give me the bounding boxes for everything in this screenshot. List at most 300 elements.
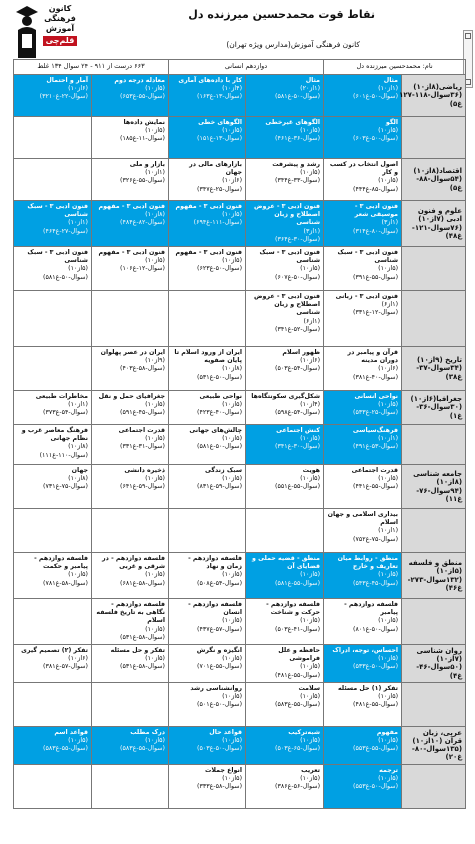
topic-cell — [92, 509, 169, 553]
topic-cell — [324, 247, 402, 291]
topic-score: (۵از۱۰) — [378, 127, 399, 135]
topic-score: (۶از۱۰) — [300, 357, 321, 365]
topic-score: (۵از۱۰) — [378, 265, 399, 273]
topic-questions: (۵۸سوال‌-۵۵-غ۱) — [275, 579, 321, 587]
topic-score: (۱از۱۰) — [378, 435, 399, 443]
lesson-cell: جامعه شناسی (۸از۱۰) (۹۴سوال‌-۷۶-غ۱۱) — [402, 465, 466, 509]
topic-questions: (۱۸سوال‌-۱۱-غ۵) — [119, 135, 166, 143]
topic-cell — [324, 117, 402, 159]
topic-score: (۵از۱۰) — [222, 655, 243, 663]
topic-questions: (۵۳سوال‌-۵۰-غ۳) — [353, 663, 399, 671]
topic-score: (۸از۱۰) — [222, 365, 243, 373]
topic-cell — [169, 117, 246, 159]
topic-score: (۱از۱۰) — [68, 219, 89, 227]
logo-text: کانون فرهنگی آموزش قلم‌چی — [44, 4, 76, 45]
topic-questions: (۱۶سوال‌-۱۳-غ۳) — [197, 93, 243, 101]
topic-cell — [92, 391, 169, 425]
table-row — [14, 117, 466, 159]
topic-questions: (۷۵سوال‌-۷۵-غ۲) — [353, 535, 399, 543]
topic-name: ایران در عصر پهلوان — [100, 349, 166, 357]
topic-cell — [92, 682, 169, 726]
topic-name: فنون ادبی ۳ - سبک شناسی — [27, 249, 89, 265]
topic-score: (۵از۱۰) — [300, 693, 321, 701]
topic-cell — [169, 391, 246, 425]
topic-score: (۱از۱۰) — [68, 401, 89, 409]
lesson-cell — [402, 599, 466, 645]
topic-name: منطق - قضیه حملی و قضایای آن — [252, 555, 321, 571]
topic-score: (۸از۱۰) — [68, 443, 89, 451]
topic-questions: (۵۸سوال‌-۵۵-غ۳) — [119, 745, 166, 753]
topic-questions: (۵۸سوال‌-۵۵-غ۳) — [275, 701, 321, 709]
topic-cell — [324, 425, 402, 465]
topic-score: (۵از۱۰) — [300, 774, 321, 782]
table-row — [14, 553, 466, 599]
topic-cell — [324, 553, 402, 599]
topic-score: (۱از۳) — [303, 227, 321, 235]
topic-questions: (۵۳سوال‌-۵۸-غ۱) — [119, 633, 166, 641]
lesson-cell — [402, 247, 466, 291]
topic-questions: (۳۸سوال‌-۵۷-غ۱) — [42, 663, 89, 671]
topic-name: مفهوم — [376, 728, 399, 736]
topic-cell — [324, 764, 402, 808]
topic-score: (۶از۱۰) — [68, 655, 89, 663]
topic-score: (۵از۱۰) — [222, 571, 243, 579]
topic-cell — [92, 75, 169, 117]
topic-questions: (۳۴سوال‌-۵۲-غ۱) — [275, 325, 321, 333]
topic-score: (۱از۶) — [381, 301, 399, 309]
topic-name: فلسفه دوازدهم - در شرقی و غربی — [102, 555, 166, 571]
topic-cell — [169, 465, 246, 509]
topic-name: ایران از ورود اسلام تا پایان صفویه — [174, 349, 243, 365]
lesson-cell: ریاضی(۸از۱۰) (۳۶سوال‌-۱۱۸-۱۲۷ غ‌۵) — [402, 75, 466, 117]
topic-score: (۵از۱۰) — [222, 401, 243, 409]
topic-score: (۵از۱۰) — [300, 265, 321, 273]
topic-questions: (۵۰سوال‌-۵۰-غ۱) — [197, 701, 243, 709]
topic-name: روانشناسی رشد — [190, 684, 243, 692]
topic-questions: (۳۲سوال‌-۲۲-غ۱۰) — [39, 93, 89, 101]
lesson-cell: جغرافیا(۶از۱۰) (۳۰سوال‌-۳۶-غ۱) — [402, 391, 466, 425]
topic-name: قدرت اجتماعی — [118, 427, 166, 435]
topic-score: (۵از۱۰) — [378, 693, 399, 701]
topic-cell — [92, 159, 169, 201]
topic-score: (۴از۱۰) — [222, 85, 243, 93]
topic-cell — [92, 599, 169, 645]
topic-cell — [14, 465, 92, 509]
topic-cell — [169, 509, 246, 553]
topic-questions: (۵۰سوال‌-۵۴-غ۳) — [275, 365, 321, 373]
topic-cell — [246, 599, 324, 645]
lesson-cell: علوم و فنون ادبی (۷از۱۰) (۷۶سوال‌-۱۲۱-غ۴۸) — [402, 201, 466, 247]
strengths-table — [13, 59, 466, 809]
topic-questions: (۳۹سوال‌-۵۵-غ۱) — [353, 273, 399, 281]
topic-score: (۸از۱۰) — [68, 475, 89, 483]
topic-questions: (۵۳سوال‌-۵۸-غ۱) — [119, 663, 166, 671]
table-row — [14, 391, 466, 425]
topic-cell — [246, 425, 324, 465]
topic-questions: (۴۰سوال‌-۵۸-غ۳) — [119, 365, 166, 373]
topic-cell — [324, 645, 402, 683]
table-row — [14, 509, 466, 553]
table-row — [14, 247, 466, 291]
topic-score: (۵از۱۰) — [145, 655, 166, 663]
topic-score: (۱از۱۰) — [145, 169, 166, 177]
topic-cell — [14, 599, 92, 645]
topic-cell — [246, 465, 324, 509]
page-title: نقاط قوت محمدحسین میرزنده دل — [188, 8, 375, 21]
topic-questions: (۶۰سوال‌-۵۰-غ۷) — [275, 273, 321, 281]
topic-cell — [324, 599, 402, 645]
topic-name: مثال — [383, 77, 399, 84]
table-row — [14, 201, 466, 247]
topic-cell — [324, 75, 402, 117]
topic-name: حافظه و علل فراموشی — [278, 647, 321, 663]
topic-score: (۵از۱۰) — [222, 737, 243, 745]
topic-name: معادله درجه دوم — [114, 77, 166, 84]
topic-score: (۵از۱۰) — [222, 774, 243, 782]
topic-cell — [169, 764, 246, 808]
topic-name: قرآن و پیامبر در دوران مدینه — [347, 349, 399, 365]
topic-cell — [14, 645, 92, 683]
table-row — [14, 726, 466, 764]
lesson-cell: منطق و فلسفه (۵از۱۰) (۱۳۲سوال‌-۲۷۳-غ۴۶) — [402, 553, 466, 599]
page-subtitle: کانون فرهنگی آموزش(مدارس ویژه تهران) — [226, 40, 360, 49]
topic-score: (۵از۱۰) — [300, 435, 321, 443]
topic-questions: (۵۵سوال‌-۵۰-غ۳) — [353, 783, 399, 791]
topic-cell — [246, 645, 324, 683]
topic-questions: (۴۶سوال‌-۲۷-غ۴) — [42, 227, 89, 235]
topic-name: تفکر (۱) حل مسئله — [337, 684, 399, 692]
topic-questions: (۶۰سوال‌-۵۰-غ۱) — [353, 93, 399, 101]
topic-questions: (۴۳سوال‌-۵۷-غ۷) — [197, 625, 243, 633]
topic-questions: (۱۵سوال‌-۱۳-غ۱) — [197, 135, 243, 143]
table-row — [14, 599, 466, 645]
topic-name: سبک زندگی — [204, 467, 243, 475]
topic-questions: (۳۴سوال‌-۳۳-غ۴) — [275, 177, 321, 185]
topic-name: آمار و احتمال — [46, 77, 89, 84]
topic-name: نواحی انسانی — [354, 393, 399, 401]
topic-questions: (۵۸سوال‌-۵۰-غ۱) — [42, 273, 89, 281]
topic-name: فنون ادبی ۳ - سبک شناسی — [259, 249, 321, 265]
lesson-cell: تاریخ (۹از۱۰) (۳۴سوال‌-۳۷-غ۳۸) — [402, 347, 466, 391]
topic-score: (۵از۱۰) — [300, 571, 321, 579]
topic-score: (۵از۱۰) — [300, 169, 321, 177]
topic-name: درک مطلب — [130, 728, 166, 736]
topic-cell — [169, 553, 246, 599]
topic-cell — [92, 291, 169, 347]
topic-name: کار با داده‌های آماری — [178, 77, 243, 84]
lesson-cell — [402, 764, 466, 808]
student-name: نام: محمدحسین میرزنده دل — [324, 60, 466, 75]
topic-score: (۱از۳) — [381, 219, 399, 227]
topic-cell — [246, 291, 324, 347]
topic-cell — [246, 509, 324, 553]
topic-cell — [246, 764, 324, 808]
topic-score: (۵از۱۰) — [222, 127, 243, 135]
topic-score: (۵از۱۰) — [145, 401, 166, 409]
topic-cell — [324, 159, 402, 201]
topic-score: (۵از۱۰) — [145, 257, 166, 265]
topic-score: (۱از۱۰) — [378, 527, 399, 535]
topic-questions: (۳۳سوال‌-۱۲-غ۱) — [353, 309, 399, 317]
table-row — [14, 75, 466, 117]
topic-name: نواحی طبیعی — [199, 393, 243, 401]
topic-cell — [246, 391, 324, 425]
topic-questions: (۵۹سوال‌-۴۵-غ۱) — [119, 409, 166, 417]
topic-name: قدرت اجتماعی — [351, 467, 399, 475]
topic-questions: (۶۴سوال‌-۵۹-غ۱) — [119, 483, 166, 491]
topic-questions: (۴۸سوال‌-۸۲-غ۴) — [119, 219, 166, 227]
topic-score: (۵از۱۰) — [68, 265, 89, 273]
topic-name: فلسفه دوازدهم - نگاهی به تاریخ فلسفه اسلام — [96, 601, 166, 625]
topic-cell — [92, 201, 169, 247]
topic-cell — [246, 75, 324, 117]
topic-cell — [14, 159, 92, 201]
topic-questions: (۳۸سوال‌-۴۰-غ۱) — [353, 373, 399, 381]
student-grade: دوازدهم انسانی — [169, 60, 324, 75]
topic-name: فنون ادبی ۳ - مفهوم — [175, 249, 243, 257]
topic-score: (۵از۱۰) — [378, 774, 399, 782]
topic-score: (۵از۱۰) — [378, 655, 399, 663]
topic-cell — [14, 75, 92, 117]
topic-questions: (۱۱سوال‌-۱۱۰-غ۱) — [39, 451, 89, 459]
topic-score: (۵از۱۰) — [378, 475, 399, 483]
topic-score: (۵از۱۰) — [145, 85, 166, 93]
topic-questions: (۳۶سوال‌-۳۰-غ۴) — [275, 235, 321, 243]
topic-name: انواع جملات — [205, 766, 243, 774]
topic-cell — [14, 553, 92, 599]
topic-questions: (۵۹سوال‌-۵۴-غ۸) — [275, 409, 321, 417]
topic-score: (۵از۱۰) — [378, 177, 399, 185]
topic-name: فلسفه دوازدهم - پیامبر و حکمت — [34, 555, 89, 571]
topic-score: (۵از۱۰) — [145, 475, 166, 483]
lesson-cell — [402, 425, 466, 465]
topic-score: (۶از۱۰) — [378, 365, 399, 373]
topic-cell — [14, 291, 92, 347]
topic-name: الگو — [385, 119, 399, 126]
topic-cell — [169, 682, 246, 726]
table-row — [14, 645, 466, 683]
topic-questions: (۶۸سوال‌-۵۸-غ۱) — [119, 579, 166, 587]
topic-score: (۵از۱۰) — [378, 617, 399, 625]
topic-name: الگوهای غیرخطی — [265, 119, 321, 126]
topic-name: جهان — [71, 467, 89, 475]
topic-cell — [324, 391, 402, 425]
topic-score: (۱از۲۰) — [300, 85, 321, 93]
topic-score: (۵از۱۰) — [378, 737, 399, 745]
topic-questions: (۶۲سوال‌-۵۰-غ۳) — [197, 265, 243, 273]
topic-name: چالش‌های جهانی — [189, 427, 243, 435]
topic-cell — [324, 291, 402, 347]
topic-questions: (۳۷سوال‌-۵۴-غ۳) — [42, 409, 89, 417]
topic-cell — [324, 726, 402, 764]
topic-questions: (۶۹سوال‌-۱۱۱-غ۴) — [193, 219, 243, 227]
topic-questions: (۵۸سوال‌-۵۵-غ۳) — [42, 745, 89, 753]
topic-score: (۵از۱۰) — [68, 737, 89, 745]
topic-questions: (۴۶سوال‌-۳۶-غ۱) — [275, 135, 321, 143]
topic-name: فلسفه دوازدهم - حرکت و شناخت — [266, 601, 321, 617]
topic-name: اصول انتخاب در کسب و کار — [329, 161, 399, 177]
topic-name: منطق - روابط میان تعاریف و خارج — [337, 555, 399, 571]
topic-cell — [14, 509, 92, 553]
topic-name: تفکر و حل مسئله — [110, 647, 166, 655]
topic-questions: (۵۸سوال‌-۵۰-غ۱) — [275, 93, 321, 101]
lesson-cell — [402, 682, 466, 726]
topic-cell — [14, 764, 92, 808]
topic-score: (۵از۱۰) — [222, 617, 243, 625]
topic-questions: (۳۱سوال‌-۸۰-غ۴) — [353, 227, 399, 235]
topic-score: (۴از۱۰) — [300, 401, 321, 409]
topic-cell — [92, 764, 169, 808]
topic-name: قواعد حال — [209, 728, 243, 736]
topic-score: (۵از۱۰) — [145, 435, 166, 443]
topic-questions: (۵۳سوال‌-۲۵-غ۳) — [353, 409, 399, 417]
topic-name: کنش اجتماعی — [276, 427, 321, 435]
topic-questions: (۳۴سوال‌-۲۵-غ۷) — [197, 185, 243, 193]
topic-questions: (۸۰سوال‌-۵۰-غ۱) — [353, 625, 399, 633]
topic-name: بازارهای مالی در جهان — [189, 161, 243, 177]
test-summary: ۶۶۳ درست از ۹۱۱ - ۲۴ سوال ۱۳۴ غلط — [14, 60, 169, 75]
topic-score: (۹از۱۰) — [145, 357, 166, 365]
topic-score: (۵از۱۰) — [300, 737, 321, 745]
topic-name: فنون ادبی ۳ - مفهوم — [98, 249, 166, 257]
topic-questions: (۷۰سوال‌-۵۵-غ۱) — [197, 663, 243, 671]
topic-questions: (۵۵سوال‌-۵۵-غ۱) — [275, 483, 321, 491]
topic-name: بیداری اسلامی و جهان اسلام — [327, 511, 399, 527]
topic-name: فنون ادبی ۳ - عروض اصطلاح و زبان شناسی — [254, 203, 321, 227]
topic-questions: (۵۴سوال‌-۴۵-غ۳) — [353, 579, 399, 587]
topic-questions: (۶۵سوال‌-۵۵-غ۳) — [119, 93, 166, 101]
topic-cell — [169, 599, 246, 645]
topic-score: (۵از۱۰) — [145, 737, 166, 745]
topic-score: (۵از۱۰) — [145, 127, 166, 135]
info-row — [14, 60, 466, 75]
table-row — [14, 159, 466, 201]
topic-cell — [92, 247, 169, 291]
lesson-cell — [402, 509, 466, 553]
topic-questions: (۵۰سوال‌-۵۴-غ۸) — [197, 579, 243, 587]
table-row — [14, 347, 466, 391]
topic-questions: (۷۳سوال‌-۷۵-غ۱) — [42, 483, 89, 491]
topic-cell — [246, 201, 324, 247]
topic-score: (۵از۱۰) — [300, 663, 321, 671]
topic-cell — [246, 726, 324, 764]
student-graduate-icon — [14, 4, 40, 60]
topic-score: (۶از۱۰) — [222, 177, 243, 185]
topic-cell — [169, 347, 246, 391]
topic-questions: (۵۳سوال‌-۵۰-غ۱) — [197, 373, 243, 381]
topic-name: فلسفه دوازدهم - زمان و نهاد — [188, 555, 243, 571]
lesson-cell — [402, 117, 466, 159]
topic-cell — [324, 201, 402, 247]
topic-name: فنون ادبی ۳ - مفهوم — [175, 203, 243, 210]
topic-questions: (۴۲سوال‌-۴۰-غ۳) — [197, 409, 243, 417]
topic-cell — [14, 425, 92, 465]
topic-score: (۶از۱۰) — [68, 85, 89, 93]
topic-score: (۸از۱۰) — [145, 211, 166, 219]
topic-name: رشد و پیشرفت — [272, 161, 321, 168]
topic-name: فنون ادبی ۳ - سبک شناسی — [337, 249, 399, 265]
topic-name: فنون ادبی ۳ - عروض اصطلاح و زبان شناسی — [254, 293, 321, 317]
topic-cell — [169, 291, 246, 347]
topic-name: ظهور اسلام — [282, 349, 321, 357]
topic-cell — [324, 682, 402, 726]
topic-cell — [14, 247, 92, 291]
topic-cell — [14, 117, 92, 159]
topic-name: سلامت — [298, 684, 321, 692]
topic-cell — [324, 347, 402, 391]
topic-questions: (۵۰سوال‌-۴۱-غ۳) — [275, 625, 321, 633]
topic-questions: (۸۳سوال‌-۵۹-غ۱) — [197, 483, 243, 491]
topic-cell — [14, 726, 92, 764]
topic-questions: (۳۳سوال‌-۵۸-غ۳) — [197, 783, 243, 791]
topic-name: احساس، توجه، ادراک — [332, 647, 399, 655]
topic-questions: (۵۰سوال‌-۶۵-غ۳) — [275, 745, 321, 753]
topic-name: نمایش داده‌ها — [123, 119, 166, 126]
topic-questions: (۴۴سوال‌-۵۵-غ۱) — [353, 483, 399, 491]
topic-score: (۵از۱۰) — [222, 211, 243, 219]
topic-score: (۵از۱۰) — [222, 435, 243, 443]
lesson-cell — [402, 291, 466, 347]
topic-name: مثال — [305, 77, 321, 84]
table-row — [14, 291, 466, 347]
topic-cell — [14, 201, 92, 247]
topic-name: هویت — [302, 467, 321, 475]
topic-questions: (۵۸سوال‌-۵۰-غ۱) — [197, 443, 243, 451]
topic-name: شبه‌ترکیب — [288, 728, 321, 736]
table-row — [14, 682, 466, 726]
topic-name: فلسفه دوازدهم - انسان — [188, 601, 243, 617]
topic-cell — [14, 682, 92, 726]
topic-cell — [92, 645, 169, 683]
topic-questions: (۵۰سوال‌-۵۰-غ۳) — [197, 745, 243, 753]
topic-name: فنون ادبی ۳ - موسیقی شعر — [354, 203, 399, 219]
topic-name: فرهنگ معاصر غرب و نظام جهانی — [21, 427, 89, 443]
topic-cell — [92, 465, 169, 509]
topic-name: فنون ادبی ۳ - مفهوم — [98, 203, 166, 210]
topic-questions: (۶۰سوال‌-۵۰-غ۳) — [353, 135, 399, 143]
topic-score: (۵از۱۰) — [145, 625, 166, 633]
topic-cell — [169, 75, 246, 117]
topic-cell — [246, 159, 324, 201]
topic-cell — [324, 465, 402, 509]
topic-questions: (۴۹سوال‌-۵۳-غ۱) — [353, 443, 399, 451]
topic-questions: (۴۴سوال‌-۸۵-غ۴) — [353, 185, 399, 193]
topic-questions: (۴۸سوال‌-۵۵-غ۱) — [275, 671, 321, 679]
topic-name: ذخیره دانشی — [124, 467, 166, 475]
topic-name: قواعد اسم — [54, 728, 89, 736]
topic-name: شکل‌گیری سکونتگاه‌ها — [251, 393, 321, 401]
topic-questions: (۵۵سوال‌-۵۵-غ۳) — [353, 745, 399, 753]
topic-questions: (۴۸سوال‌-۵۵-غ۱) — [353, 701, 399, 709]
topic-name: جغرافیای حمل و نقل — [98, 393, 166, 401]
topic-score: (۵از۱۰) — [222, 475, 243, 483]
topic-name: فنون ادبی ۳ - زبانی — [335, 293, 399, 301]
topic-cell — [169, 201, 246, 247]
lesson-cell: عربی، زبان قرآن (۱۰از۱۰) (۱۳۵سوال‌-۸۰-غ۲۰) — [402, 726, 466, 764]
lesson-cell: روان شناسی (۷از۱۰) (۵۰سوال‌-۴۶-غ۴) — [402, 645, 466, 683]
topic-cell — [246, 247, 324, 291]
topic-score: (۵از۱۰) — [378, 571, 399, 579]
topic-score: (۵از۱۰) — [378, 401, 399, 409]
table-row — [14, 465, 466, 509]
topic-cell — [14, 347, 92, 391]
topic-cell — [92, 553, 169, 599]
topic-cell — [246, 347, 324, 391]
topic-questions: (۱۰سوال‌-۱۲-غ۶) — [119, 265, 166, 273]
topic-score: (۵از۱۰) — [300, 127, 321, 135]
topic-cell — [92, 726, 169, 764]
topic-name: فنون ادبی ۳ - سبک شناسی — [27, 203, 89, 219]
